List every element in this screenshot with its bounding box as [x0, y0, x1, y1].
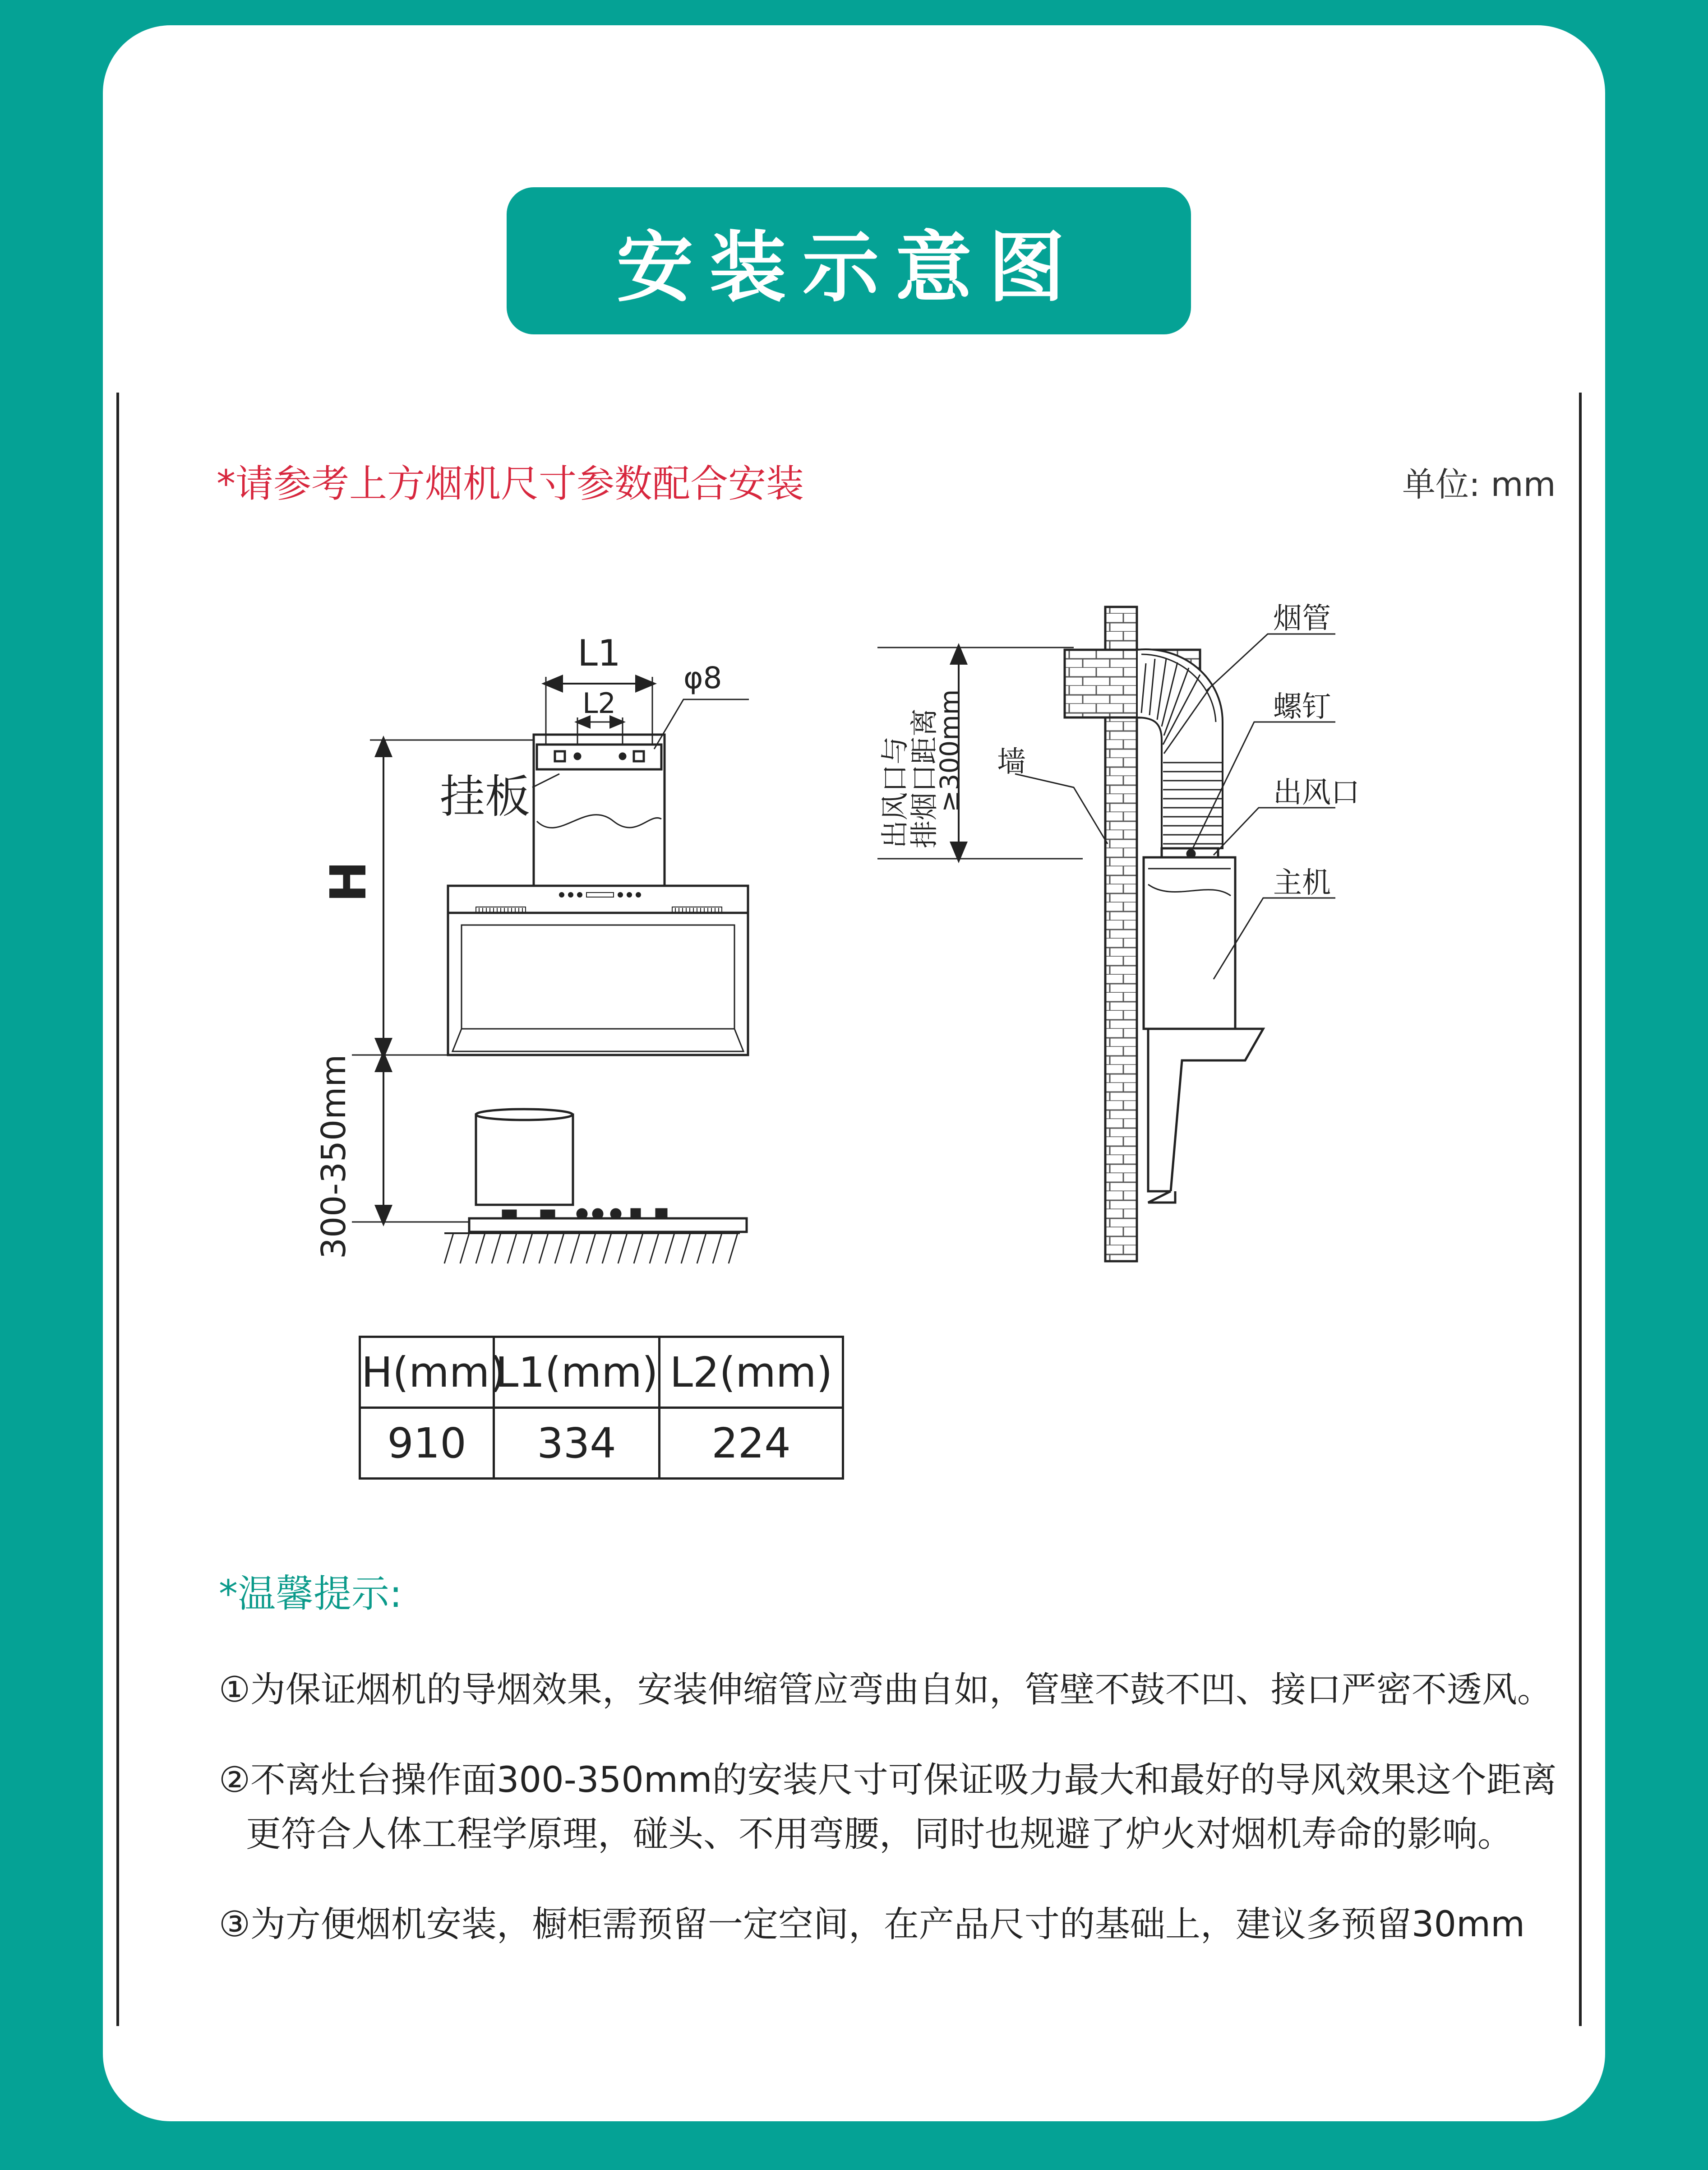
flexible-duct [1137, 649, 1223, 848]
table-header-cell: H(mm) [360, 1337, 494, 1408]
wall-leader [1015, 774, 1108, 844]
label-screw: 螺钉 [1273, 690, 1331, 724]
label-phi8: φ8 [683, 661, 722, 695]
pot [476, 1115, 573, 1205]
label-outlet: 出风口 [1273, 776, 1360, 810]
front-view [352, 677, 749, 1263]
label-distance-line3: ≥300mm [934, 689, 965, 812]
label-main-unit: 主机 [1273, 866, 1331, 900]
tip-item: 更符合人体工程学原理，碰头、不用弯腰，同时也规避了炉火对烟机寿命的影响。 [246, 1814, 1513, 1855]
table-header-cell: L1(mm) [494, 1337, 660, 1408]
label-l1: L1 [577, 632, 621, 674]
hood-body [448, 913, 748, 1055]
table-cell: 334 [494, 1408, 660, 1479]
label-clearance: 300-350mm [314, 1054, 353, 1259]
tips-title: *温馨提示: [219, 1572, 402, 1616]
label-duct: 烟管 [1273, 602, 1331, 635]
label-hanging-plate: 挂板 [440, 770, 530, 823]
label-l2: L2 [582, 687, 616, 720]
table-cell: 224 [660, 1408, 843, 1479]
label-distance-line2: 排烟口距离 [908, 708, 941, 848]
label-distance-line1: 出风口与 [878, 736, 911, 848]
hood-canopy [1148, 1029, 1263, 1191]
table-row [360, 1408, 843, 1479]
duct-leader [1207, 634, 1335, 690]
main-unit [1144, 857, 1235, 1029]
table-header-row [360, 1337, 843, 1408]
stove-knobs [503, 1209, 666, 1218]
unit-label: 单位: mm [1402, 465, 1556, 504]
page-title: 安装示意图 [616, 223, 1081, 313]
label-h: H [319, 861, 377, 902]
outlet-leader [1214, 808, 1335, 855]
counter-hatch [444, 1233, 738, 1263]
install-note: *请参考上方烟机尺寸参数配合安装 [217, 462, 804, 506]
phi8-leader [654, 699, 749, 749]
tip-item: ②不离灶台操作面300-350mm的安装尺寸可保证吸力最大和最好的导风效果这个距离 [219, 1760, 1557, 1800]
tip-item: ③为方便烟机安装，橱柜需预留一定空间，在产品尺寸的基础上，建议多预留30mm [219, 1904, 1525, 1945]
table-header-cell: L2(mm) [660, 1337, 843, 1408]
dimension-table [359, 1336, 844, 1480]
stove [469, 1218, 747, 1232]
label-wall: 墙 [997, 745, 1026, 779]
table-cell: 910 [360, 1408, 494, 1479]
tip-item: ①为保证烟机的导烟效果，安装伸缩管应弯曲自如，管壁不鼓不凹、接口严密不透风。 [219, 1670, 1552, 1710]
